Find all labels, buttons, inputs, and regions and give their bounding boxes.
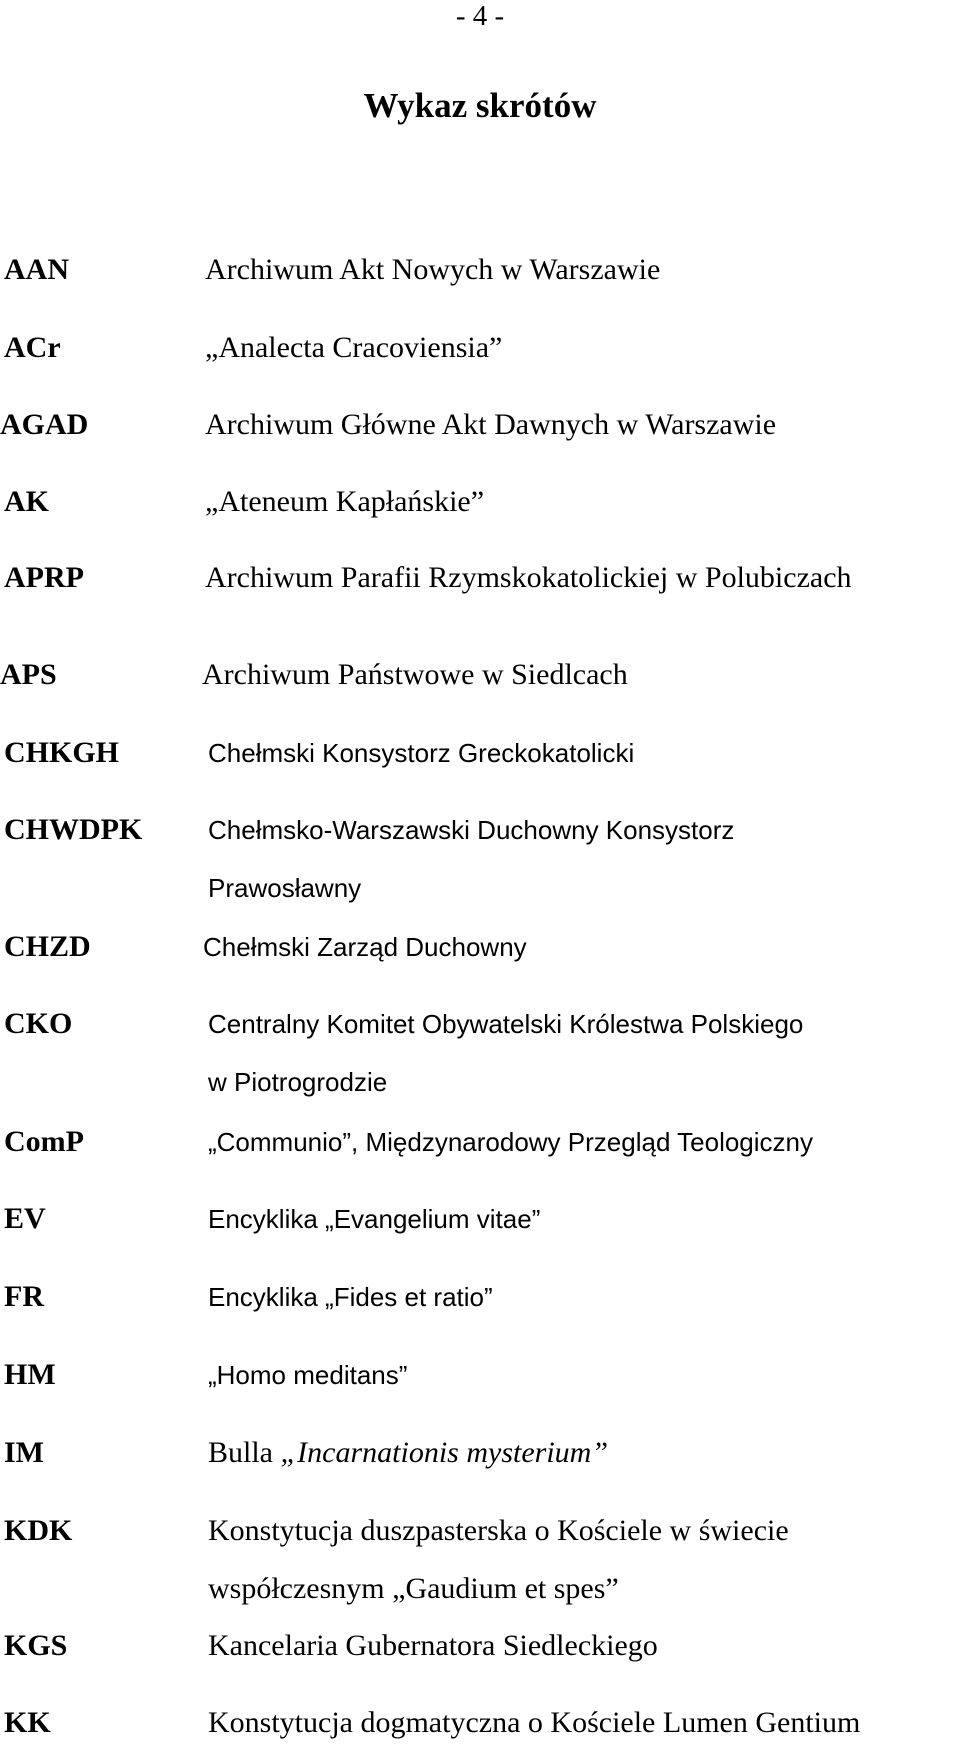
- abbreviation-description: Kancelaria Gubernatora Siedleckiego: [208, 1629, 658, 1662]
- description-prefix: Bulla: [208, 1436, 281, 1469]
- abbreviation: AAN: [4, 253, 69, 286]
- description-line: Centralny Komitet Obywatelski Królestwa Polskiego: [208, 1009, 804, 1039]
- abbreviation: HM: [4, 1358, 56, 1391]
- abbreviation-description: [208, 812, 734, 906]
- abbreviation-description: Encyklika „Evangelium vitae”: [208, 1204, 541, 1234]
- abbreviation-description: Encyklika „Fides et ratio”: [208, 1282, 493, 1312]
- abbreviation-description: „Ateneum Kapłańskie”: [205, 485, 485, 518]
- abbreviation-description: Archiwum Parafii Rzymskokatolickiej w Polubiczach: [205, 561, 852, 594]
- abbreviation: APRP: [4, 561, 84, 594]
- abbreviation-description: [208, 1513, 789, 1607]
- abbreviation: CKO: [4, 1007, 73, 1040]
- description-italic-title: „Incarnationis mysterium”: [280, 1436, 609, 1469]
- abbreviation: ComP: [4, 1125, 84, 1158]
- abbreviation: APS: [0, 658, 57, 691]
- abbreviation: AK: [4, 485, 49, 518]
- description-line: współczesnym „Gaudium et spes”: [208, 1572, 619, 1605]
- abbreviation-description: Chełmski Konsystorz Greckokatolicki: [208, 738, 635, 768]
- description-line: Chełmsko-Warszawski Duchowny Konsystorz: [208, 815, 735, 845]
- abbreviation-description: Konstytucja dogmatyczna o Kościele Lumen Gentium: [208, 1706, 861, 1739]
- abbreviation: EV: [4, 1202, 46, 1235]
- page-number: - 4 -: [455, 0, 505, 32]
- description-line: w Piotrogrodzie: [208, 1067, 388, 1097]
- abbreviation: KGS: [4, 1629, 68, 1662]
- abbreviation: KDK: [4, 1514, 73, 1547]
- description-line: Prawosławny: [208, 873, 362, 903]
- abbreviation-description: Archiwum Akt Nowych w Warszawie: [205, 253, 661, 286]
- abbreviation: KK: [4, 1706, 51, 1739]
- abbreviation: ACr: [4, 331, 61, 364]
- abbreviation: IM: [4, 1436, 44, 1469]
- abbreviation-description: Archiwum Państwowe w Siedlcach: [202, 658, 628, 691]
- description-line: Konstytucja duszpasterska o Kościele w świecie: [208, 1514, 789, 1547]
- abbreviation-description: Archiwum Główne Akt Dawnych w Warszawie: [205, 408, 777, 441]
- page-title: Wykaz skrótów: [363, 86, 597, 125]
- abbreviation: AGAD: [0, 408, 89, 441]
- abbreviation: CHZD: [4, 930, 91, 963]
- abbreviation: CHKGH: [4, 736, 120, 769]
- abbreviation-description: „Homo meditans”: [208, 1360, 408, 1390]
- abbreviation-description: „Analecta Cracoviensia”: [205, 331, 503, 364]
- abbreviation-description: Chełmski Zarząd Duchowny: [203, 932, 527, 962]
- abbreviation: CHWDPK: [4, 813, 143, 846]
- abbreviation-description: [208, 1435, 608, 1471]
- abbreviation-description: [208, 1006, 803, 1100]
- abbreviation: FR: [4, 1280, 44, 1313]
- abbreviation-description: „Communio”, Międzynarodowy Przegląd Teologiczny: [208, 1127, 814, 1157]
